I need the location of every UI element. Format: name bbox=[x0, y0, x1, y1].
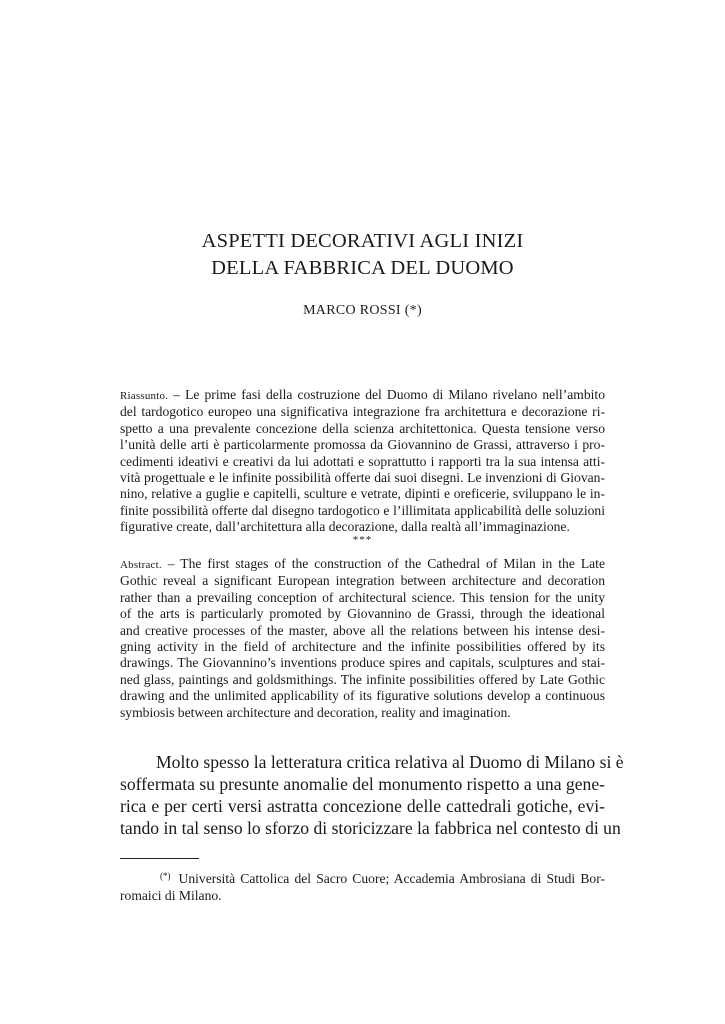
body-line-0: Molto spesso la letteratura critica relativa al Duomo di Milano si è bbox=[156, 752, 624, 772]
footnote-line-0-text: Università Cattolica del Sacro Cuore; Accademia Ambrosiana di Studi Bor- bbox=[178, 871, 605, 886]
abstract-line-8: drawing and the unlimited applicability of its figurative solutions develop a continuous bbox=[120, 688, 605, 704]
abstract-line-3: of the arts is particularly promoted by Giovannino de Grassi, through the ideational bbox=[120, 606, 605, 622]
title-line-1: ASPETTI DECORATIVI AGLI INIZI bbox=[201, 230, 524, 252]
abstract-line-6: drawings. The Giovannino’s inventions produce spires and capitals, sculptures and stai- bbox=[120, 655, 605, 671]
riassunto-line-7: finite possibilità offerte dal disegno tardogotico e l’illimitata applicabilità delle soluzioni bbox=[120, 502, 605, 518]
riassunto-line-8: figurative create, dall’architettura alla decorazione, dalla realtà all’immaginazione. bbox=[120, 519, 570, 535]
body-line-3: tando in tal senso lo sforzo di storicizzare la fabbrica nel contesto di un bbox=[120, 818, 621, 838]
riassunto-line-0 bbox=[120, 387, 605, 404]
body-line-1: soffermata su presunte anomalie del monumento rispetto a una gene- bbox=[120, 774, 605, 794]
riassunto-line-1: del tardogotico europeo una significativa integrazione fra architettura e decorazione ri- bbox=[120, 404, 605, 420]
footnote-mark: (*) bbox=[160, 871, 171, 881]
abstract-line-0-text: – The first stages of the construction of the Cathedral of Milan in the Late bbox=[161, 556, 605, 571]
footnote-rule bbox=[120, 858, 199, 859]
riassunto-line-6: nino, relative a guglie e capitelli, sculture e vetrate, dipinti e oreficerie, sviluppano le in- bbox=[120, 486, 605, 502]
abstract-line-7: ned glass, paintings and goldsmithings. The infinite possibilities offered by Late Gothic bbox=[120, 671, 605, 687]
abstract-line-4: and creative processes of the master, above all the relations between his intense desi- bbox=[120, 622, 605, 638]
riassunto-section bbox=[120, 387, 605, 536]
article-title bbox=[120, 228, 605, 282]
body-line-2: rica e per certi versi astratta concezione delle cattedrali gotiche, evi- bbox=[120, 796, 605, 816]
abstract-line-9: symbiosis between architecture and decoration, reality and imagination. bbox=[120, 704, 511, 720]
riassunto-label: Riassunto. bbox=[120, 390, 169, 402]
title-line-2: DELLA FABBRICA DEL DUOMO bbox=[211, 257, 514, 279]
abstract-line-1: Gothic reveal a significant European integration between architecture and decoration bbox=[120, 573, 605, 589]
author-name: MARCO ROSSI (*) bbox=[303, 303, 422, 318]
riassunto-line-3: l’unità delle arti è particolarmente promossa da Giovannino de Grassi, attraverso i pro- bbox=[120, 437, 605, 453]
riassunto-line-4: cedimenti ideativi e creativi da lui adottati e soprattutto i rapporti tra la sua intensa atti- bbox=[120, 453, 605, 469]
body-paragraph bbox=[120, 751, 624, 839]
footnote-line-0 bbox=[120, 868, 605, 887]
section-separator: *** bbox=[352, 534, 373, 546]
footnote-line-1: romaici di Milano. bbox=[120, 888, 222, 903]
footnote bbox=[120, 868, 605, 904]
abstract-line-0 bbox=[120, 556, 605, 573]
abstract-section bbox=[120, 556, 605, 721]
riassunto-line-5: vità progettuale e le infinite possibilità offerte dai suoi disegni. Le invenzioni di Giovan- bbox=[120, 470, 605, 486]
riassunto-line-0-text: – Le prime fasi della costruzione del Duomo di Milano rivelano nell’ambito bbox=[168, 387, 605, 402]
riassunto-line-2: spetto a una prevalente concezione della scienza architettonica. Questa tensione verso bbox=[120, 420, 605, 436]
abstract-line-2: rather than a prevailing conception of architectural science. This tension for the unity bbox=[120, 589, 605, 605]
abstract-label: Abstract. bbox=[120, 559, 162, 571]
abstract-line-5: gning activity in the field of architecture and the infinite possibilities offered by its bbox=[120, 639, 605, 655]
